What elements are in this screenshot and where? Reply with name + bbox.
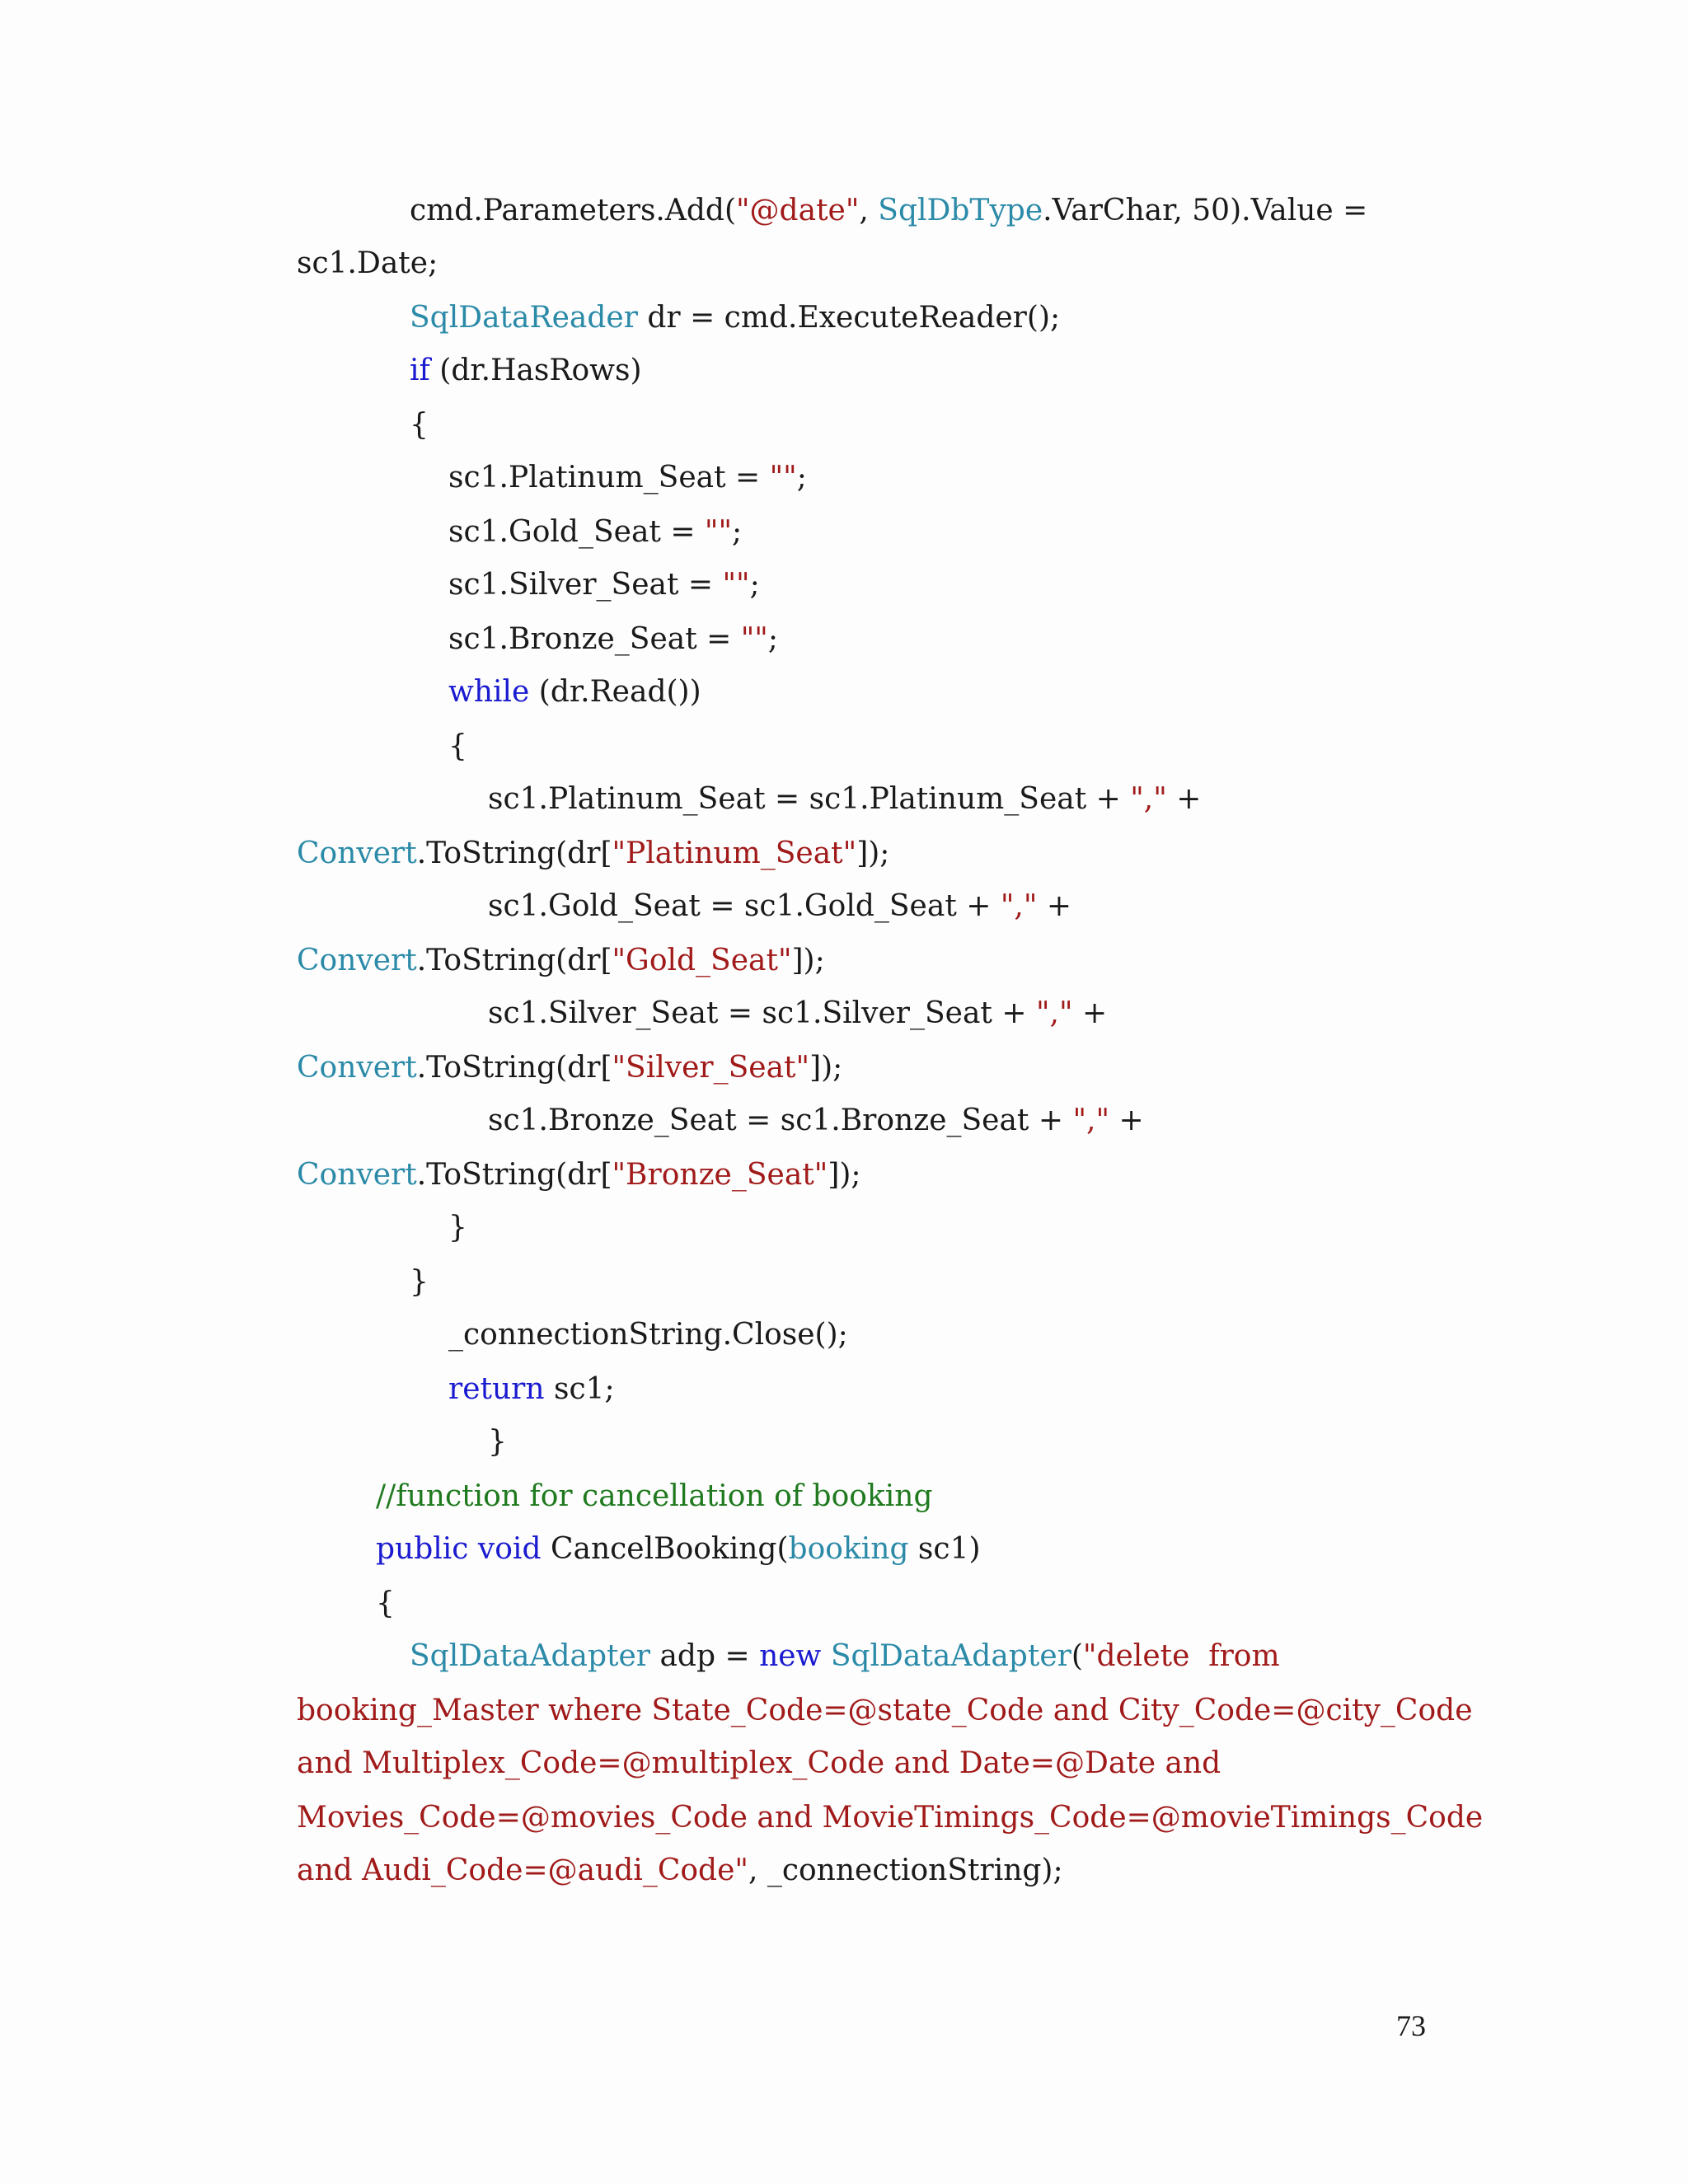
code-token: and Audi_Code=@audi_Code" (297, 1854, 748, 1887)
code-token: } (410, 1265, 429, 1299)
code-token: + (1037, 889, 1072, 923)
page-number: 73 (1396, 2009, 1426, 2042)
code-token: "," (1035, 996, 1073, 1030)
code-token: "," (1000, 889, 1038, 923)
code-token: _connectionString.Close(); (448, 1318, 848, 1352)
code-token: SqlDataReader (410, 301, 638, 335)
code-line (297, 246, 438, 282)
code-token: Convert (297, 1158, 417, 1192)
code-token: cmd.Parameters.Add( (410, 194, 736, 227)
code-token: while (448, 675, 530, 709)
code-token: Convert (297, 837, 417, 870)
code-token: ; (796, 461, 807, 494)
code-token: ]); (828, 1158, 861, 1192)
code-line (448, 567, 760, 603)
code-token: dr = cmd.ExecuteReader(); (637, 301, 1061, 335)
code-token: ; (732, 515, 743, 549)
code-token: public (376, 1532, 469, 1566)
code-token: .ToString(dr[ (416, 1158, 612, 1192)
code-token: .ToString(dr[ (416, 837, 612, 870)
code-token: sc1.Gold_Seat = sc1.Gold_Seat + (488, 889, 1001, 923)
code-token: , _connectionString); (748, 1854, 1063, 1887)
code-token: } (488, 1425, 507, 1459)
code-line (448, 514, 742, 551)
code-line (410, 193, 1367, 229)
code-token: sc1.Bronze_Seat = sc1.Bronze_Seat + (488, 1104, 1073, 1137)
code-token: sc1.Bronze_Seat = (448, 622, 741, 656)
code-token: ( (1071, 1639, 1083, 1673)
code-token: return (448, 1372, 545, 1406)
code-token: sc1.Silver_Seat = sc1.Silver_Seat + (488, 996, 1036, 1030)
code-token: booking_Master where State_Code=@state_Code and City_Code=@city_Code (297, 1694, 1473, 1727)
code-line (297, 1800, 1483, 1836)
code-token: sc1; (544, 1372, 615, 1406)
code-token: "" (769, 461, 797, 494)
code-token: adp = (650, 1639, 760, 1673)
code-token: "Gold_Seat" (612, 944, 792, 977)
code-token: ]); (856, 837, 890, 870)
code-token (821, 1639, 830, 1673)
code-token: and Multiplex_Code=@multiplex_Code and Date=@Date and (297, 1746, 1221, 1780)
code-token: "Silver_Seat" (612, 1051, 810, 1085)
code-token: sc1.Platinum_Seat = (448, 461, 770, 494)
code-token: ]); (791, 944, 825, 977)
code-line (297, 943, 825, 979)
code-line (410, 300, 1060, 336)
code-token: "@date" (736, 194, 860, 227)
code-token: //function for cancellation of booking (376, 1479, 933, 1513)
code-line (297, 1050, 842, 1086)
code-token: (dr.Read()) (529, 675, 701, 709)
code-token: booking (788, 1532, 909, 1566)
code-token: + (1166, 782, 1202, 816)
code-line (376, 1479, 933, 1515)
code-line (297, 1693, 1473, 1729)
code-line (410, 353, 642, 389)
code-token: (dr.HasRows) (429, 354, 642, 387)
code-token: "" (740, 622, 768, 656)
code-token: new (759, 1639, 822, 1673)
code-token: ; (749, 568, 760, 602)
code-token: sc1) (908, 1532, 981, 1566)
code-token: .VarChar, 50).Value = (1043, 194, 1368, 227)
code-token: Convert (297, 1051, 417, 1085)
code-line (448, 1317, 848, 1353)
code-line (448, 729, 467, 765)
code-token: ; (767, 622, 778, 656)
code-token: + (1109, 1104, 1144, 1137)
code-token: sc1.Platinum_Seat = sc1.Platinum_Seat + (488, 782, 1131, 816)
code-token: SqlDataAdapter (410, 1639, 651, 1673)
code-line (488, 1424, 507, 1460)
code-line (376, 1586, 395, 1622)
code-line (410, 407, 429, 443)
code-token: SqlDataAdapter (830, 1639, 1071, 1673)
code-line (488, 888, 1071, 925)
code-token: "," (1130, 782, 1167, 816)
code-line (297, 1746, 1221, 1782)
code-line (488, 996, 1107, 1032)
code-line (448, 621, 778, 658)
code-line (410, 1264, 429, 1301)
code-token: sc1.Silver_Seat = (448, 568, 723, 602)
code-token: CancelBooking( (541, 1532, 789, 1566)
code-token: sc1.Gold_Seat = (448, 515, 705, 549)
code-token (468, 1532, 477, 1566)
code-token: Movies_Code=@movies_Code and MovieTimings_Code=@movieTimings_Code (297, 1801, 1484, 1835)
code-token: { (410, 408, 429, 442)
code-token: .ToString(dr[ (416, 1051, 612, 1085)
code-token: "," (1072, 1104, 1110, 1137)
code-token: + (1072, 996, 1108, 1030)
code-token: "" (704, 515, 733, 549)
code-token: SqlDbType (878, 194, 1043, 227)
code-token: .ToString(dr[ (416, 944, 612, 977)
code-token: "Platinum_Seat" (612, 837, 857, 870)
code-line (448, 460, 807, 496)
code-line (297, 836, 889, 872)
code-token: void (477, 1532, 542, 1566)
code-line (488, 781, 1201, 818)
code-line (448, 674, 701, 710)
code-token: "delete from (1082, 1639, 1280, 1673)
code-line (297, 1157, 861, 1193)
code-token: ]); (809, 1051, 843, 1085)
code-token: { (376, 1586, 395, 1620)
code-line (376, 1531, 981, 1568)
code-token: { (448, 729, 467, 763)
code-token: Convert (297, 944, 417, 977)
code-token: "" (722, 568, 750, 602)
code-token: "Bronze_Seat" (612, 1158, 828, 1192)
code-line (448, 1371, 615, 1408)
code-token: } (448, 1211, 467, 1244)
code-token: if (410, 354, 430, 387)
code-line (448, 1210, 467, 1246)
code-line (297, 1853, 1063, 1889)
code-line (410, 1638, 1280, 1675)
code-token: , (859, 194, 879, 227)
code-line (488, 1103, 1144, 1139)
code-token: sc1.Date; (297, 246, 438, 280)
